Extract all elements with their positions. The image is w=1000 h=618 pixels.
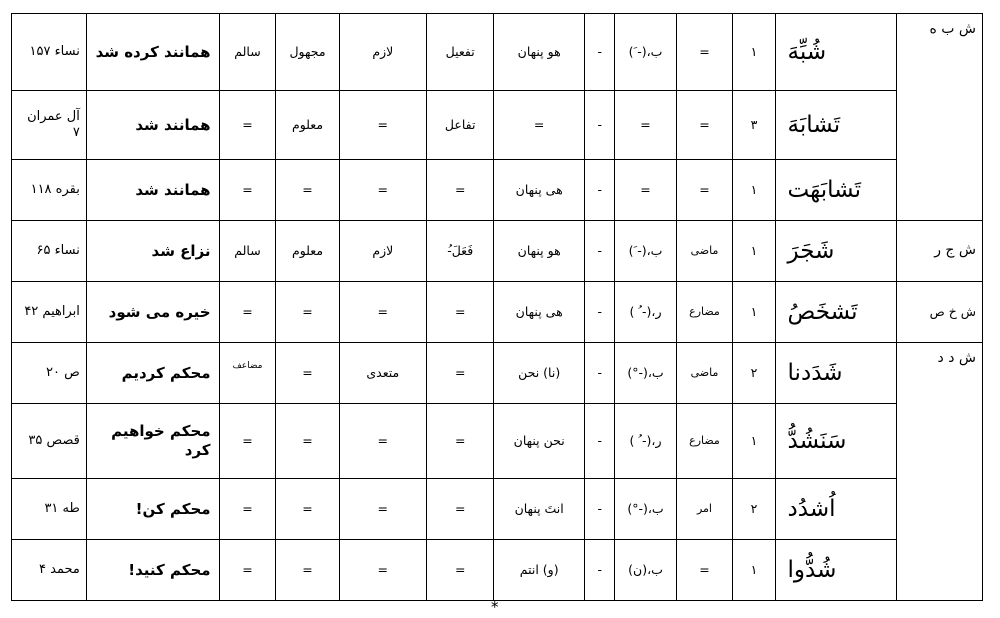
word-cell: سَنَشُدُّ [775, 404, 896, 479]
word-cell: تَشابَهَ [775, 91, 896, 160]
pattern-cell: = [427, 282, 494, 343]
dash-cell: - [584, 404, 615, 479]
pattern-cell: = [427, 479, 494, 540]
reference-cell: آل عمران ۷ [12, 91, 87, 160]
count-cell: ۱ [733, 282, 775, 343]
tense-cell: مضارع [676, 282, 733, 343]
pattern-cell: = [427, 343, 494, 404]
footnote-asterisk: * [491, 598, 499, 616]
mark-cell: ب،(-°) [615, 479, 676, 540]
table-row [12, 282, 983, 343]
type-cell: سالم [219, 14, 276, 91]
voice-cell: معلوم [276, 221, 339, 282]
meaning-cell: همانند کرده شد [86, 14, 219, 91]
voice-cell: = [276, 343, 339, 404]
count-cell: ۲ [733, 343, 775, 404]
word-cell: شُدُّوا [775, 540, 896, 601]
meaning-cell: محکم کردیم [86, 343, 219, 404]
reference-cell: نساء ۱۵۷ [12, 14, 87, 91]
dash-cell: - [584, 221, 615, 282]
transitivity-cell: = [339, 479, 426, 540]
meaning-cell: خیره می شود [86, 282, 219, 343]
transitivity-cell: = [339, 404, 426, 479]
voice-cell: = [276, 404, 339, 479]
type-cell: سالم [219, 221, 276, 282]
morphology-table [11, 13, 983, 601]
tense-cell: ماضی [676, 343, 733, 404]
root-cell: ش ج ر [896, 221, 982, 282]
word-cell: اُشدُد [775, 479, 896, 540]
pattern-cell: = [427, 160, 494, 221]
reference-cell: قصص ۳۵ [12, 404, 87, 479]
table-row [12, 14, 983, 91]
tense-cell: مضارع [676, 404, 733, 479]
pattern-cell: = [427, 404, 494, 479]
mark-cell: ر،(- ُ ) [615, 282, 676, 343]
voice-cell: = [276, 282, 339, 343]
pattern-cell: فَعَلَ-ُ [427, 221, 494, 282]
dash-cell: - [584, 160, 615, 221]
dash-cell: - [584, 91, 615, 160]
count-cell: ۱ [733, 540, 775, 601]
pronoun-cell: نحن پنهان [494, 404, 585, 479]
pronoun-cell: هو پنهان [494, 14, 585, 91]
transitivity-cell: لازم [339, 14, 426, 91]
dash-cell: - [584, 343, 615, 404]
pattern-cell: تفاعل [427, 91, 494, 160]
transitivity-cell: لازم [339, 221, 426, 282]
mark-cell: = [615, 91, 676, 160]
mark-cell: ب،(- َ) [615, 221, 676, 282]
type-cell: = [219, 160, 276, 221]
count-cell: ۱ [733, 404, 775, 479]
pronoun-cell: هی پنهان [494, 282, 585, 343]
meaning-cell: محکم کنید! [86, 540, 219, 601]
type-cell: = [219, 282, 276, 343]
voice-cell: = [276, 160, 339, 221]
pronoun-cell: هی پنهان [494, 160, 585, 221]
table-row [12, 91, 983, 160]
pronoun-cell: انتَ پنهان [494, 479, 585, 540]
count-cell: ۱ [733, 160, 775, 221]
mark-cell: ب،(- َ) [615, 14, 676, 91]
word-cell: شَدَدنا [775, 343, 896, 404]
pattern-cell: = [427, 540, 494, 601]
dash-cell: - [584, 540, 615, 601]
transitivity-cell: متعدی [339, 343, 426, 404]
table-row [12, 221, 983, 282]
word-cell: شَجَرَ [775, 221, 896, 282]
pattern-cell: تفعیل [427, 14, 494, 91]
voice-cell: مجهول [276, 14, 339, 91]
dash-cell: - [584, 479, 615, 540]
table-row [12, 540, 983, 601]
mark-cell: ب،(ن) [615, 540, 676, 601]
count-cell: ۳ [733, 91, 775, 160]
pronoun-cell: = [494, 91, 585, 160]
tense-cell: = [676, 160, 733, 221]
type-cell: مضاعف [219, 343, 276, 404]
word-cell: تَشابَهَت [775, 160, 896, 221]
reference-cell: طه ۳۱ [12, 479, 87, 540]
voice-cell: معلوم [276, 91, 339, 160]
meaning-cell: همانند شد [86, 160, 219, 221]
type-cell: = [219, 404, 276, 479]
meaning-cell: نزاع شد [86, 221, 219, 282]
transitivity-cell: = [339, 160, 426, 221]
type-cell: = [219, 479, 276, 540]
root-cell: ش ب ه [896, 14, 982, 221]
reference-cell: محمد ۴ [12, 540, 87, 601]
dash-cell: - [584, 282, 615, 343]
type-cell: = [219, 91, 276, 160]
meaning-cell: محکم خواهیم کرد [86, 404, 219, 479]
reference-cell: نساء ۶۵ [12, 221, 87, 282]
table-row [12, 479, 983, 540]
mark-cell: ب،(-°) [615, 343, 676, 404]
count-cell: ۲ [733, 479, 775, 540]
root-cell: ش خ ص [896, 282, 982, 343]
meaning-cell: همانند شد [86, 91, 219, 160]
voice-cell: = [276, 479, 339, 540]
pronoun-cell: هو پنهان [494, 221, 585, 282]
table-row [12, 343, 983, 404]
count-cell: ۱ [733, 14, 775, 91]
mark-cell: ر،(- ُ ) [615, 404, 676, 479]
reference-cell: بقره ۱۱۸ [12, 160, 87, 221]
tense-cell: = [676, 14, 733, 91]
reference-cell: ص ۲۰ [12, 343, 87, 404]
word-cell: شُبِّهَ [775, 14, 896, 91]
dash-cell: - [584, 14, 615, 91]
tense-cell: ماضی [676, 221, 733, 282]
tense-cell: امر [676, 479, 733, 540]
meaning-cell: محکم کن! [86, 479, 219, 540]
pronoun-cell: (نا) نحن [494, 343, 585, 404]
type-cell: = [219, 540, 276, 601]
transitivity-cell: = [339, 282, 426, 343]
voice-cell: = [276, 540, 339, 601]
tense-cell: = [676, 540, 733, 601]
tense-cell: = [676, 91, 733, 160]
word-cell: تَشخَصُ [775, 282, 896, 343]
reference-cell: ابراهیم ۴۲ [12, 282, 87, 343]
count-cell: ۱ [733, 221, 775, 282]
transitivity-cell: = [339, 91, 426, 160]
transitivity-cell: = [339, 540, 426, 601]
pronoun-cell: (و) انتم [494, 540, 585, 601]
table-row [12, 404, 983, 479]
table-row [12, 160, 983, 221]
mark-cell: = [615, 160, 676, 221]
root-cell: ش د د [896, 343, 982, 601]
